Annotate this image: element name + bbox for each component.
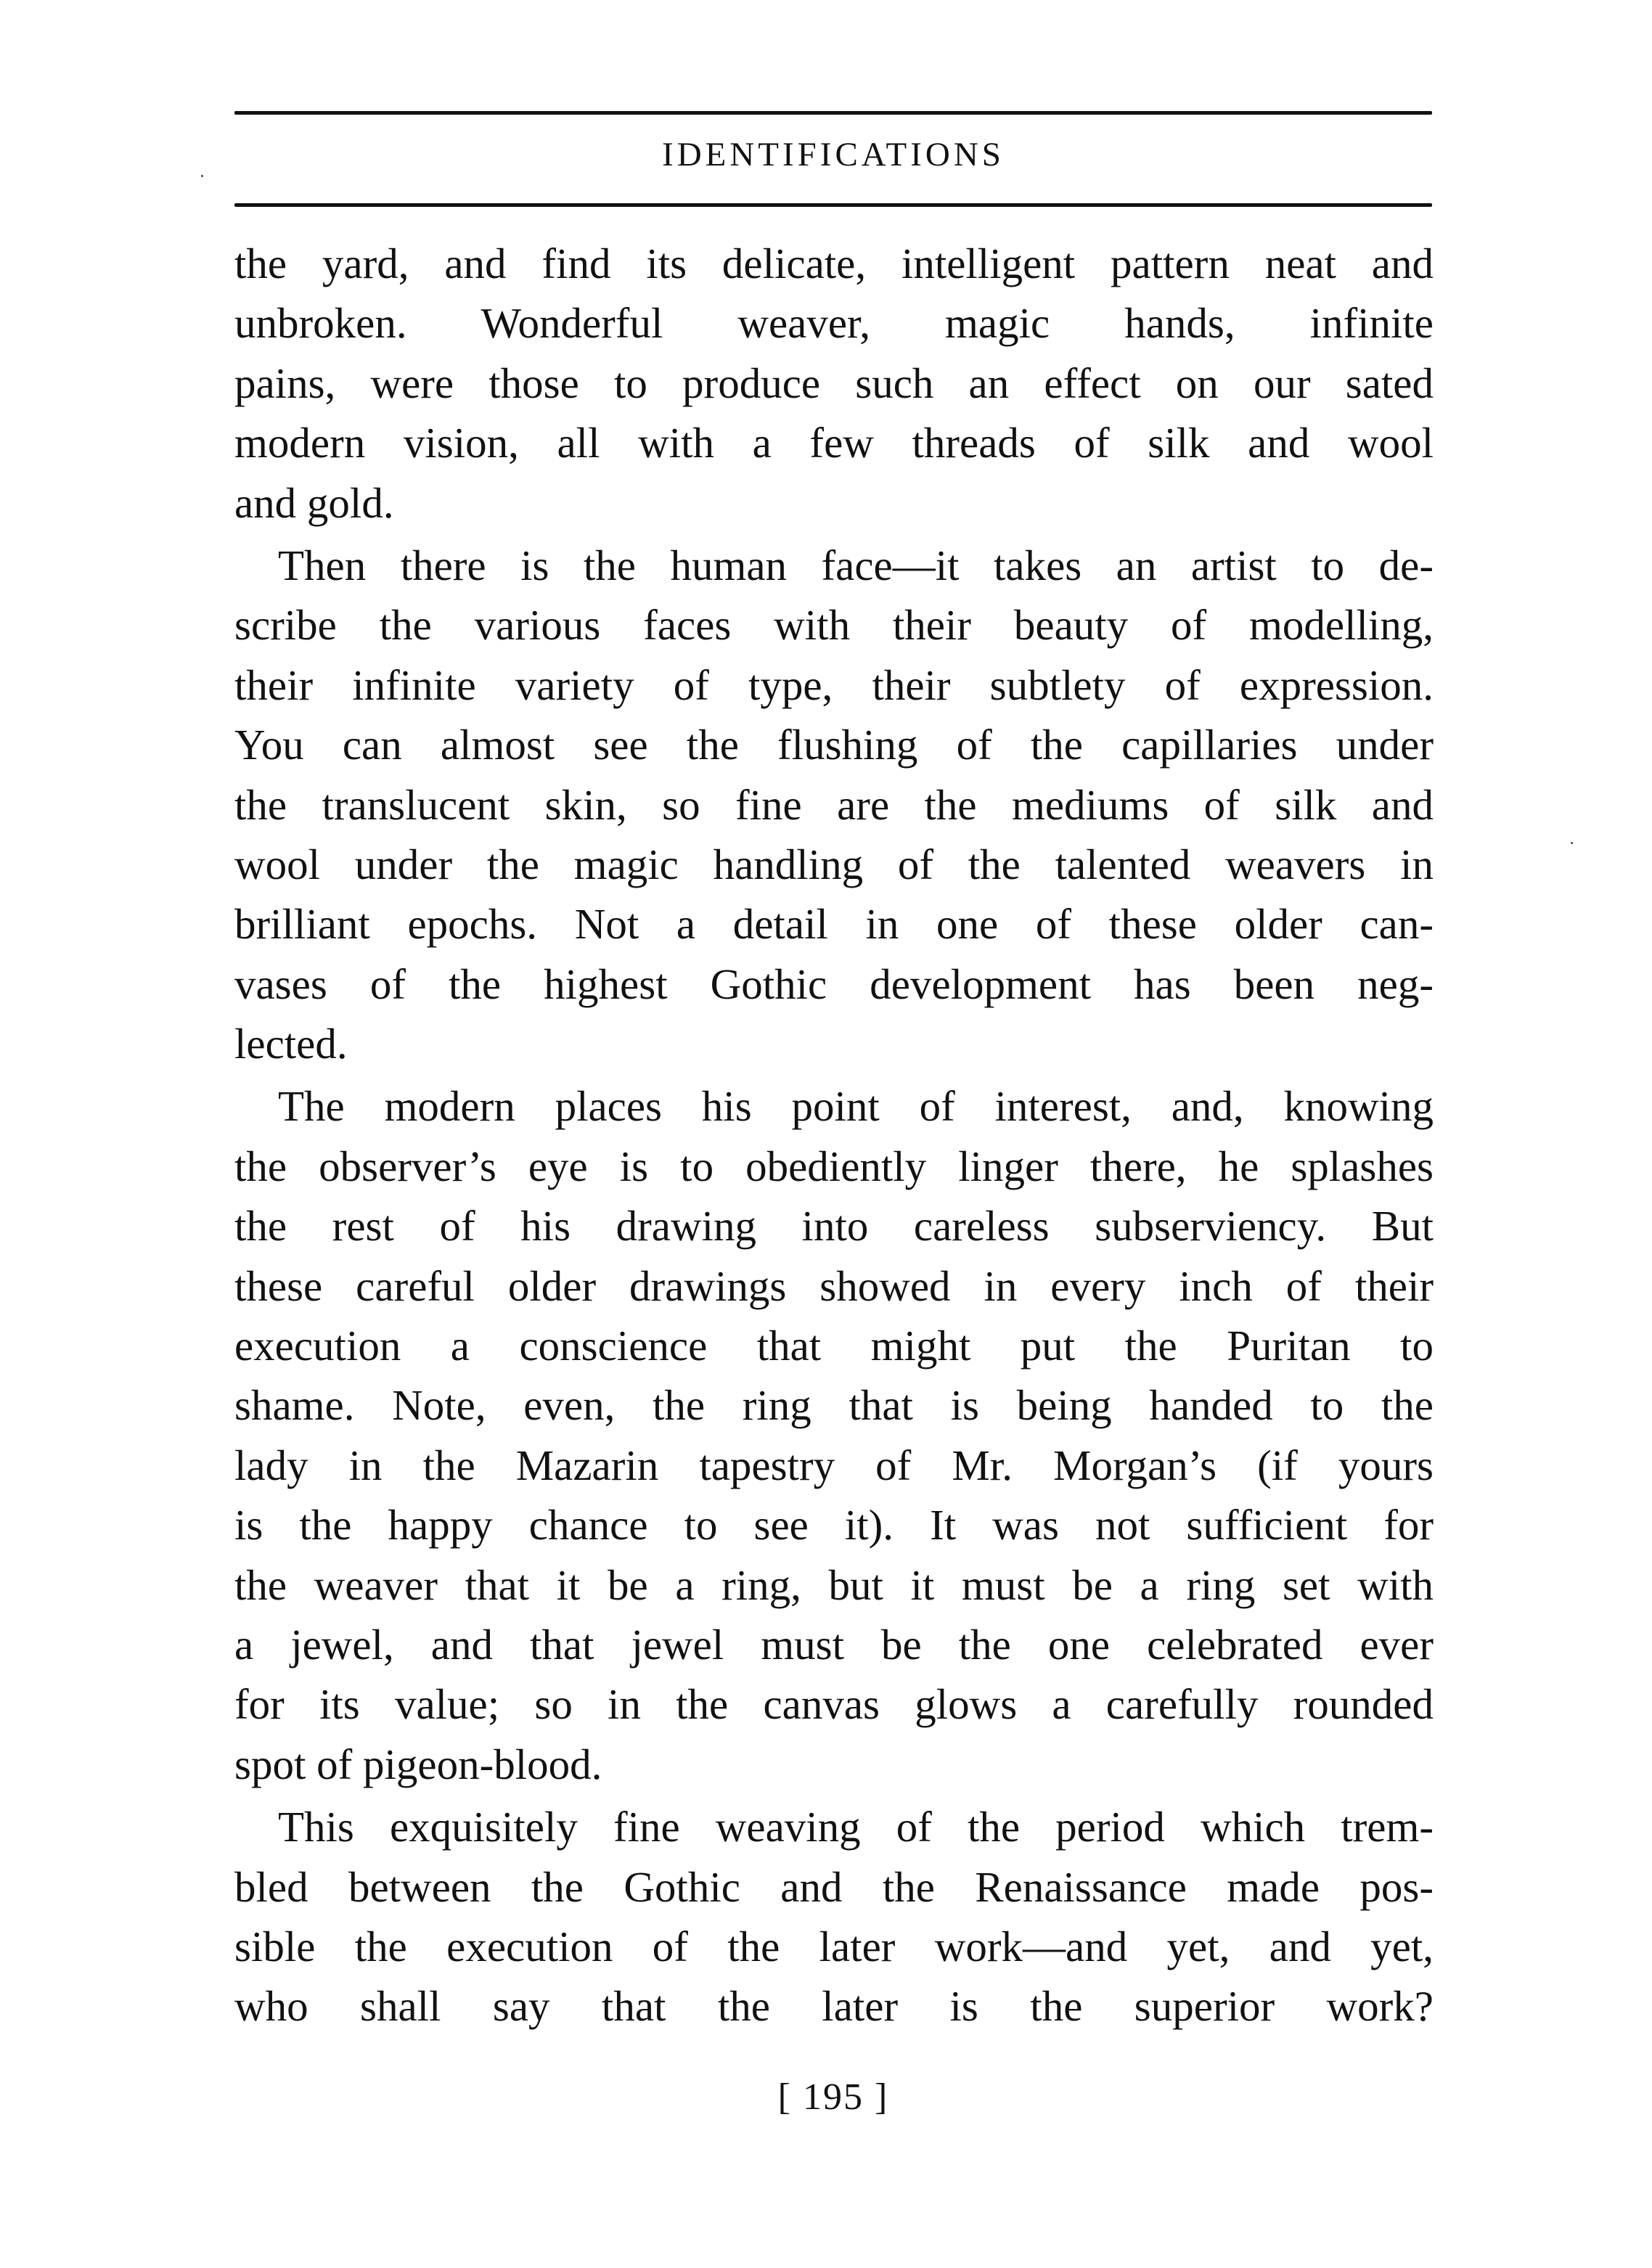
book-page [234,0,1434,2268]
text-line: the observer’s eye is to obediently linger there, he splashes [234,1142,1434,1190]
text-line: the weaver that it be a ring, but it must be a ring set with [234,1560,1434,1609]
text-line: modern vision, all with a few threads of silk and wool [234,419,1434,467]
paragraph [234,1076,1434,1794]
scan-speck [201,175,203,177]
header-rule-bottom [234,203,1432,207]
body-text [234,234,1434,2039]
text-line: The modern places his point of interest, and, knowing [278,1082,1434,1131]
text-line: lady in the Mazarin tapestry of Mr. Morgan’s (if yours [234,1441,1434,1489]
header-rule-top [234,111,1432,115]
text-line: pains, were those to produce such an effect on our sated [234,359,1434,407]
text-line: shame. Note, even, the ring that is being handed to the [234,1381,1434,1430]
text-line: You can almost see the flushing of the capillaries under [234,721,1434,769]
text-line: their infinite variety of type, their subtlety of expression. [234,660,1434,709]
text-line: brilliant epochs. Not a detail in one of these older can- [234,900,1434,949]
paragraph [234,536,1434,1074]
text-line: the translucent skin, so fine are the mediums of silk and [234,780,1434,829]
text-line: scribe the various faces with their beauty of modelling, [234,601,1434,650]
text-line: wool under the magic handling of the talented weavers in [234,840,1434,888]
text-line: vases of the highest Gothic development has been neg- [234,959,1434,1008]
paragraph [234,234,1434,533]
text-line: execution a conscience that might put the Puritan to [234,1322,1434,1370]
text-line: who shall say that the later is the superior work? [234,1982,1434,2031]
text-line: unbroken. Wonderful weaver, magic hands, infinite [234,299,1434,348]
scan-speck [1571,842,1573,844]
text-line: spot of pigeon-blood. [234,1740,602,1788]
paragraph [234,1797,1434,2036]
text-line: these careful older drawings showed in every inch of their [234,1261,1434,1310]
text-line: sible the execution of the later work—and yet, and yet, [234,1922,1434,1970]
text-line: lected. [234,1020,348,1068]
text-line: for its value; so in the canvas glows a carefully rounded [234,1680,1434,1729]
text-line: is the happy chance to see it). It was not sufficient for [234,1501,1434,1549]
text-line: a jewel, and that jewel must be the one celebrated ever [234,1620,1434,1669]
text-line: Then there is the human face—it takes an artist to de- [278,541,1434,589]
text-line: the rest of his drawing into careless subserviency. But [234,1202,1434,1250]
running-head: IDENTIFICATIONS [662,136,1005,173]
text-line: This exquisitely fine weaving of the period which trem- [278,1803,1434,1851]
text-line: bled between the Gothic and the Renaissance made pos- [234,1862,1434,1911]
page-number: [ 195 ] [777,2076,889,2118]
text-line: the yard, and find its delicate, intelligent pattern neat and [234,240,1434,287]
text-line: and gold. [234,478,394,527]
